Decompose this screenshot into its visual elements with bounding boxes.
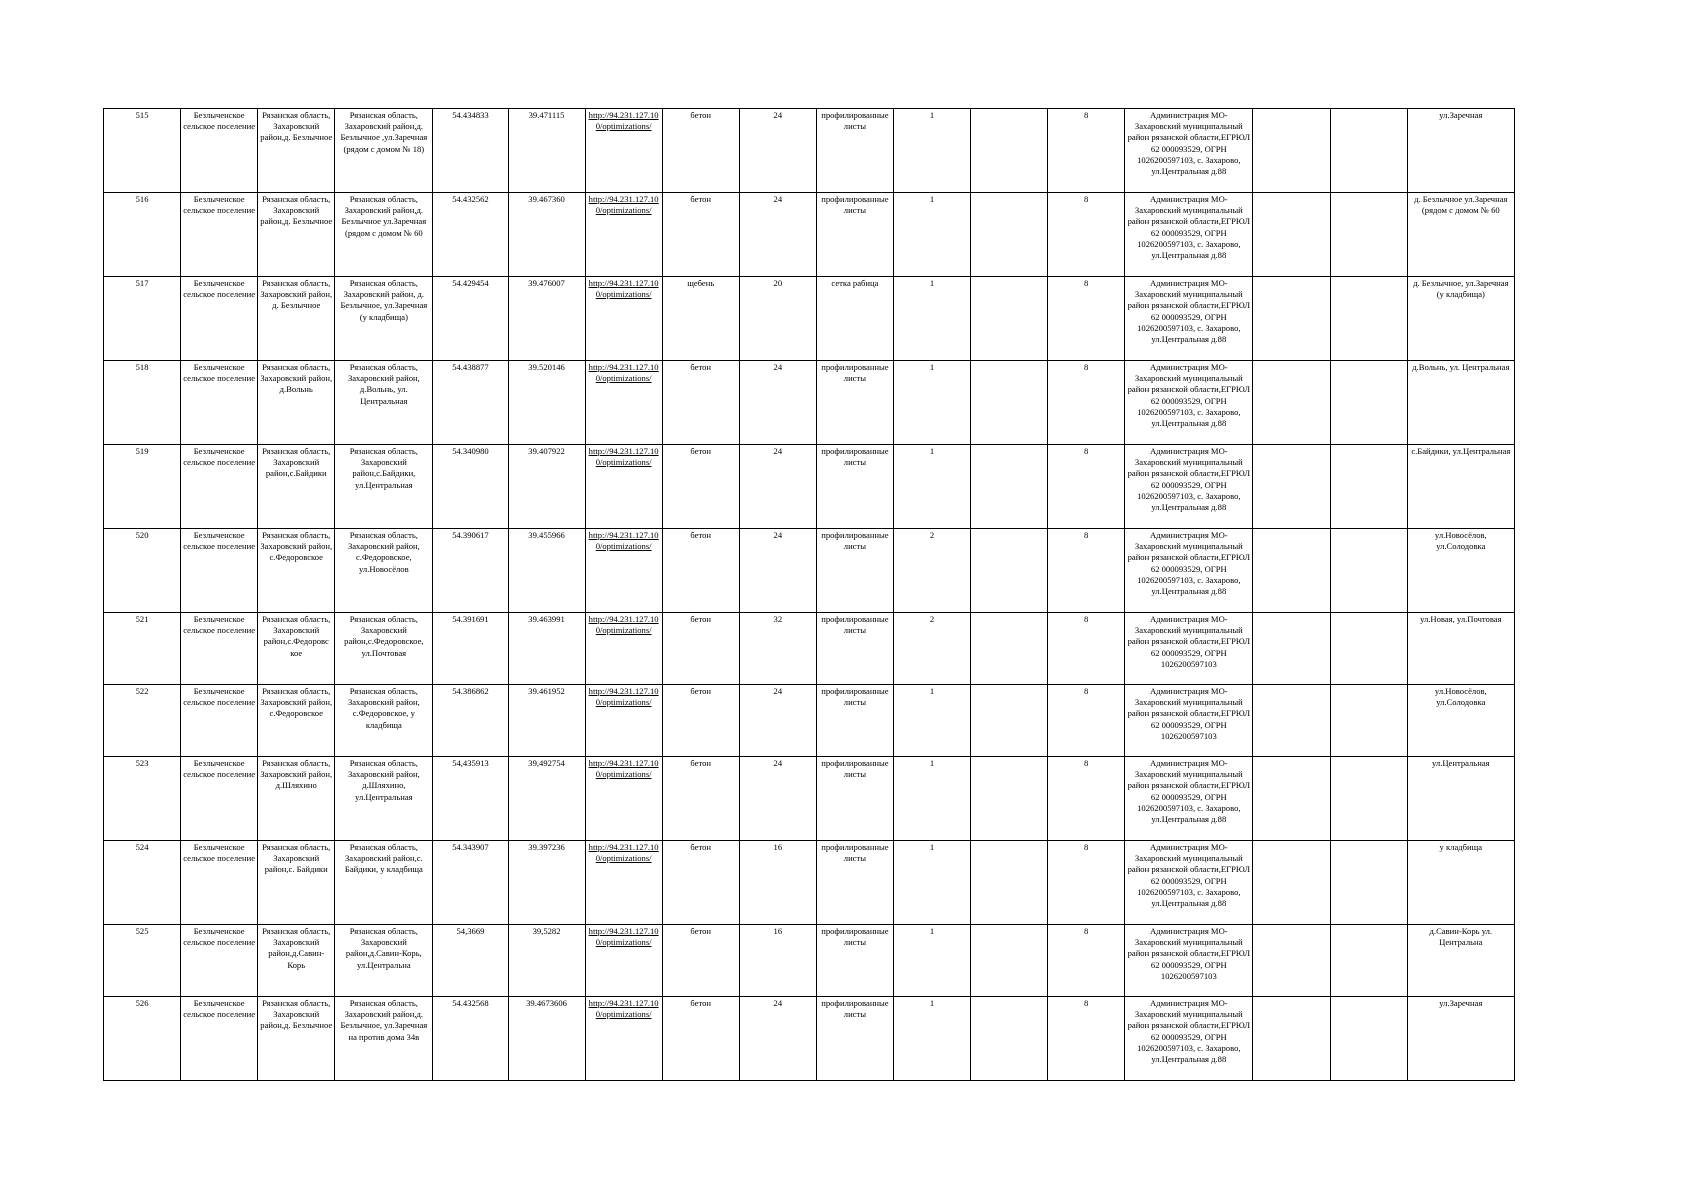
table-row: [104, 841, 1515, 925]
row-number-cell: 518: [104, 361, 181, 445]
empty-cell: [971, 277, 1048, 361]
empty-cell: [1330, 277, 1407, 361]
map-link[interactable]: http://94.231.127.10 0/optimizations/: [585, 685, 662, 757]
address-cell: Рязанская область, Захаровский район,д.Савин-Корь: [258, 925, 335, 997]
empty-cell: [971, 361, 1048, 445]
waste-source-cell: ул.Новая, ул.Почтовая: [1407, 613, 1514, 685]
longitude-cell: 39.467360: [508, 193, 585, 277]
surface-cell: бетон: [662, 193, 739, 277]
surface-cell: бетон: [662, 529, 739, 613]
address-cell: Рязанская область, Захаровский район, д. Безлычное: [258, 277, 335, 361]
waste-source-cell: д. Безлычное ул.Заречная (рядом с домом № 60: [1407, 193, 1514, 277]
table-row: [104, 529, 1515, 613]
area-cell: 24: [739, 757, 816, 841]
waste-source-cell: ул.Заречная: [1407, 109, 1514, 193]
latitude-cell: 54,435913: [433, 757, 508, 841]
volume-cell: 8: [1048, 445, 1125, 529]
address-cell: Рязанская область, Захаровский район, д.Вольнь: [258, 361, 335, 445]
table-row: [104, 109, 1515, 193]
longitude-cell: 39,5282: [508, 925, 585, 997]
owner-cell: Администрация МО-Захаровский муниципальный район рязанской области,ЕГРЮЛ 62 000093529, ОГРН 1026200597103, с. Захарово, ул.Центральная д.88: [1125, 841, 1253, 925]
settlement-cell: Безлыченское сельское поселение: [181, 757, 258, 841]
volume-cell: 8: [1048, 109, 1125, 193]
row-number-cell: 521: [104, 613, 181, 685]
location-cell: Рязанская область, Захаровский район,с.Федоровское, ул.Почтовая: [335, 613, 433, 685]
address-cell: Рязанская область, Захаровский район,с.Байдики: [258, 445, 335, 529]
longitude-cell: 39.407922: [508, 445, 585, 529]
area-cell: 24: [739, 361, 816, 445]
volume-cell: 8: [1048, 841, 1125, 925]
row-number-cell: 526: [104, 997, 181, 1081]
longitude-cell: 39.4673606: [508, 997, 585, 1081]
containers-cell: 1: [893, 109, 970, 193]
waste-source-cell: с.Байдики, ул.Центральная: [1407, 445, 1514, 529]
row-number-cell: 523: [104, 757, 181, 841]
map-link[interactable]: http://94.231.127.10 0/optimizations/: [585, 529, 662, 613]
table-row: [104, 445, 1515, 529]
owner-cell: Администрация МО-Захаровский муниципальный район рязанской области,ЕГРЮЛ 62 000093529, ОГРН 1026200597103, с. Захарово, ул.Центральная д.88: [1125, 361, 1253, 445]
area-cell: 20: [739, 277, 816, 361]
area-cell: 32: [739, 613, 816, 685]
table-row: [104, 685, 1515, 757]
settlement-cell: Безлыченское сельское поселение: [181, 997, 258, 1081]
longitude-cell: 39.461952: [508, 685, 585, 757]
volume-cell: 8: [1048, 361, 1125, 445]
empty-cell: [1253, 685, 1330, 757]
row-number-cell: 516: [104, 193, 181, 277]
map-link[interactable]: http://94.231.127.10 0/optimizations/: [585, 925, 662, 997]
empty-cell: [1253, 361, 1330, 445]
empty-cell: [1330, 925, 1407, 997]
volume-cell: 8: [1048, 685, 1125, 757]
latitude-cell: 54.429454: [433, 277, 508, 361]
empty-cell: [1330, 841, 1407, 925]
empty-cell: [1330, 445, 1407, 529]
fence-cell: профилированные листы: [816, 757, 893, 841]
empty-cell: [1330, 193, 1407, 277]
empty-cell: [1253, 997, 1330, 1081]
waste-source-cell: д.Савин-Корь ул. Центральна: [1407, 925, 1514, 997]
surface-cell: бетон: [662, 445, 739, 529]
location-cell: Рязанская область, Захаровский район,д. Безлычное, ул.Заречная на против дома 34в: [335, 997, 433, 1081]
surface-cell: бетон: [662, 841, 739, 925]
fence-cell: профилированные листы: [816, 925, 893, 997]
surface-cell: бетон: [662, 757, 739, 841]
area-cell: 24: [739, 193, 816, 277]
location-cell: Рязанская область, Захаровский район,д. Безлычное ул.Заречная (рядом с домом № 60: [335, 193, 433, 277]
containers-cell: 1: [893, 277, 970, 361]
empty-cell: [1330, 757, 1407, 841]
owner-cell: Администрация МО-Захаровский муниципальный район рязанской области,ЕГРЮЛ 62 000093529, ОГРН 1026200597103, с. Захарово, ул.Центральная д.88: [1125, 277, 1253, 361]
fence-cell: профилированные листы: [816, 613, 893, 685]
area-cell: 24: [739, 445, 816, 529]
empty-cell: [1253, 613, 1330, 685]
containers-cell: 1: [893, 445, 970, 529]
empty-cell: [971, 193, 1048, 277]
volume-cell: 8: [1048, 193, 1125, 277]
address-cell: Рязанская область, Захаровский район,д. Безлычное: [258, 109, 335, 193]
location-cell: Рязанская область, Захаровский район,с. Байдики, у кладбища: [335, 841, 433, 925]
address-cell: Рязанская область, Захаровский район, с.Федоровское: [258, 685, 335, 757]
settlement-cell: Безлыченское сельское поселение: [181, 613, 258, 685]
table-row: [104, 193, 1515, 277]
location-cell: Рязанская область, Захаровский район,д.Савин-Корь, ул.Центральна: [335, 925, 433, 997]
volume-cell: 8: [1048, 277, 1125, 361]
waste-source-cell: д. Безлычное, ул.Заречная (у кладбища): [1407, 277, 1514, 361]
containers-cell: 2: [893, 529, 970, 613]
owner-cell: Администрация МО-Захаровский муниципальный район рязанской области,ЕГРЮЛ 62 000093529, ОГРН 1026200597103: [1125, 685, 1253, 757]
map-link[interactable]: http://94.231.127.10 0/optimizations/: [585, 193, 662, 277]
map-link[interactable]: http://94.231.127.10 0/optimizations/: [585, 361, 662, 445]
table-row: [104, 925, 1515, 997]
settlement-cell: Безлыченское сельское поселение: [181, 277, 258, 361]
empty-cell: [1330, 685, 1407, 757]
longitude-cell: 39.520146: [508, 361, 585, 445]
surface-cell: щебень: [662, 277, 739, 361]
empty-cell: [971, 925, 1048, 997]
latitude-cell: 54.432562: [433, 193, 508, 277]
settlement-cell: Безлыченское сельское поселение: [181, 361, 258, 445]
empty-cell: [1253, 841, 1330, 925]
longitude-cell: 39.455966: [508, 529, 585, 613]
empty-cell: [1330, 109, 1407, 193]
map-link[interactable]: http://94.231.127.10 0/optimizations/: [585, 445, 662, 529]
latitude-cell: 54.432568: [433, 997, 508, 1081]
settlement-cell: Безлыченское сельское поселение: [181, 529, 258, 613]
owner-cell: Администрация МО-Захаровский муниципальный район рязанской области,ЕГРЮЛ 62 000093529, ОГРН 1026200597103, с. Захарово, ул.Центральная д.88: [1125, 445, 1253, 529]
settlement-cell: Безлыченское сельское поселение: [181, 109, 258, 193]
map-link[interactable]: http://94.231.127.10 0/optimizations/: [585, 613, 662, 685]
latitude-cell: 54.390617: [433, 529, 508, 613]
location-cell: Рязанская область, Захаровский район,д. Безлычное ,ул.Заречная (рядом с домом № 18): [335, 109, 433, 193]
empty-cell: [971, 757, 1048, 841]
settlement-cell: Безлыченское сельское поселение: [181, 685, 258, 757]
row-number-cell: 525: [104, 925, 181, 997]
containers-cell: 1: [893, 997, 970, 1081]
longitude-cell: 39,492754: [508, 757, 585, 841]
fence-cell: профилированные листы: [816, 997, 893, 1081]
volume-cell: 8: [1048, 925, 1125, 997]
latitude-cell: 54,3669: [433, 925, 508, 997]
longitude-cell: 39.476007: [508, 277, 585, 361]
waste-source-cell: ул.Новосёлов, ул.Солодовка: [1407, 529, 1514, 613]
empty-cell: [1253, 529, 1330, 613]
fence-cell: профилированные листы: [816, 193, 893, 277]
empty-cell: [1330, 361, 1407, 445]
address-cell: Рязанская область, Захаровский район, с.Федоровское: [258, 529, 335, 613]
empty-cell: [971, 841, 1048, 925]
containers-cell: 1: [893, 925, 970, 997]
area-cell: 24: [739, 109, 816, 193]
fence-cell: профилированные листы: [816, 361, 893, 445]
map-link[interactable]: http://94.231.127.10 0/optimizations/: [585, 277, 662, 361]
fence-cell: профилированные листы: [816, 445, 893, 529]
table-row: [104, 277, 1515, 361]
latitude-cell: 54.434833: [433, 109, 508, 193]
fence-cell: профилированные листы: [816, 109, 893, 193]
volume-cell: 8: [1048, 529, 1125, 613]
settlement-cell: Безлыченское сельское поселение: [181, 193, 258, 277]
table-row: [104, 361, 1515, 445]
row-number-cell: 520: [104, 529, 181, 613]
address-cell: Рязанская область, Захаровский район, д.Шляхино: [258, 757, 335, 841]
row-number-cell: 522: [104, 685, 181, 757]
empty-cell: [1330, 529, 1407, 613]
surface-cell: бетон: [662, 925, 739, 997]
address-cell: Рязанская область, Захаровский район,с. Байдики: [258, 841, 335, 925]
map-link[interactable]: http://94.231.127.10 0/optimizations/: [585, 109, 662, 193]
row-number-cell: 524: [104, 841, 181, 925]
address-cell: Рязанская область, Захаровский район,с.Федоровс кое: [258, 613, 335, 685]
containers-cell: 1: [893, 757, 970, 841]
owner-cell: Администрация МО-Захаровский муниципальный район рязанской области,ЕГРЮЛ 62 000093529, ОГРН 1026200597103, с. Захарово, ул.Центральная д.88: [1125, 997, 1253, 1081]
empty-cell: [1253, 109, 1330, 193]
location-cell: Рязанская область, Захаровский район, с.Федоровское, ул.Новосёлов: [335, 529, 433, 613]
row-number-cell: 517: [104, 277, 181, 361]
latitude-cell: 54.386862: [433, 685, 508, 757]
area-cell: 16: [739, 925, 816, 997]
fence-cell: профилированные листы: [816, 841, 893, 925]
location-cell: Рязанская область, Захаровский район,с.Байдики, ул.Центральная: [335, 445, 433, 529]
table-row: [104, 757, 1515, 841]
area-cell: 24: [739, 685, 816, 757]
longitude-cell: 39.471115: [508, 109, 585, 193]
containers-cell: 1: [893, 361, 970, 445]
area-cell: 24: [739, 997, 816, 1081]
fence-cell: сетка рабица: [816, 277, 893, 361]
owner-cell: Администрация МО-Захаровский муниципальный район рязанской области,ЕГРЮЛ 62 000093529, ОГРН 1026200597103, с. Захарово, ул.Центральная д.88: [1125, 529, 1253, 613]
table-row: [104, 997, 1515, 1081]
empty-cell: [971, 529, 1048, 613]
empty-cell: [1330, 997, 1407, 1081]
map-link[interactable]: http://94.231.127.10 0/optimizations/: [585, 997, 662, 1081]
waste-source-cell: ул.Заречная: [1407, 997, 1514, 1081]
settlement-cell: Безлыченское сельское поселение: [181, 925, 258, 997]
surface-cell: бетон: [662, 613, 739, 685]
empty-cell: [1253, 925, 1330, 997]
surface-cell: бетон: [662, 361, 739, 445]
fence-cell: профилированные листы: [816, 529, 893, 613]
table-row: [104, 613, 1515, 685]
surface-cell: бетон: [662, 109, 739, 193]
address-cell: Рязанская область, Захаровский район,д. Безлычное: [258, 997, 335, 1081]
containers-cell: 1: [893, 193, 970, 277]
row-number-cell: 519: [104, 445, 181, 529]
empty-cell: [1253, 277, 1330, 361]
surface-cell: бетон: [662, 685, 739, 757]
registry-table: [103, 108, 1515, 1081]
longitude-cell: 39.463991: [508, 613, 585, 685]
empty-cell: [971, 997, 1048, 1081]
longitude-cell: 39.397236: [508, 841, 585, 925]
waste-source-cell: ул.Новосёлов, ул.Солодовка: [1407, 685, 1514, 757]
surface-cell: бетон: [662, 997, 739, 1081]
address-cell: Рязанская область, Захаровский район,д. Безлычное: [258, 193, 335, 277]
containers-cell: 1: [893, 841, 970, 925]
volume-cell: 8: [1048, 757, 1125, 841]
waste-source-cell: у кладбища: [1407, 841, 1514, 925]
containers-cell: 2: [893, 613, 970, 685]
owner-cell: Администрация МО-Захаровский муниципальный район рязанской области,ЕГРЮЛ 62 000093529, ОГРН 1026200597103, с. Захарово, ул.Центральная д.88: [1125, 193, 1253, 277]
owner-cell: Администрация МО-Захаровский муниципальный район рязанской области,ЕГРЮЛ 62 000093529, ОГРН 1026200597103: [1125, 613, 1253, 685]
volume-cell: 8: [1048, 997, 1125, 1081]
area-cell: 16: [739, 841, 816, 925]
waste-source-cell: д.Вольнь, ул. Центральная: [1407, 361, 1514, 445]
location-cell: Рязанская область, Захаровский район, д. Безлычное, ул.Заречная (у кладбища): [335, 277, 433, 361]
empty-cell: [1253, 445, 1330, 529]
owner-cell: Администрация МО-Захаровский муниципальный район рязанской области,ЕГРЮЛ 62 000093529, ОГРН 1026200597103: [1125, 925, 1253, 997]
latitude-cell: 54.438877: [433, 361, 508, 445]
row-number-cell: 515: [104, 109, 181, 193]
settlement-cell: Безлыченское сельское поселение: [181, 445, 258, 529]
latitude-cell: 54.391691: [433, 613, 508, 685]
empty-cell: [971, 613, 1048, 685]
volume-cell: 8: [1048, 613, 1125, 685]
location-cell: Рязанская область, Захаровский район, д.Вольнь, ул. Центральная: [335, 361, 433, 445]
map-link[interactable]: http://94.231.127.10 0/optimizations/: [585, 841, 662, 925]
waste-source-cell: ул.Центральная: [1407, 757, 1514, 841]
empty-cell: [971, 109, 1048, 193]
empty-cell: [971, 445, 1048, 529]
latitude-cell: 54.343907: [433, 841, 508, 925]
empty-cell: [1253, 757, 1330, 841]
location-cell: Рязанская область, Захаровский район, д.Шляхино, ул.Центральная: [335, 757, 433, 841]
location-cell: Рязанская область, Захаровский район, с.Федоровское, у кладбища: [335, 685, 433, 757]
empty-cell: [971, 685, 1048, 757]
settlement-cell: Безлыченское сельское поселение: [181, 841, 258, 925]
empty-cell: [1330, 613, 1407, 685]
empty-cell: [1253, 193, 1330, 277]
fence-cell: профилированные листы: [816, 685, 893, 757]
owner-cell: Администрация МО-Захаровский муниципальный район рязанской области,ЕГРЮЛ 62 000093529, ОГРН 1026200597103, с. Захарово, ул.Центральная д.88: [1125, 757, 1253, 841]
containers-cell: 1: [893, 685, 970, 757]
area-cell: 24: [739, 529, 816, 613]
owner-cell: Администрация МО-Захаровский муниципальный район рязанской области,ЕГРЮЛ 62 000093529, ОГРН 1026200597103, с. Захарово, ул.Центральная д.88: [1125, 109, 1253, 193]
map-link[interactable]: http://94.231.127.10 0/optimizations/: [585, 757, 662, 841]
latitude-cell: 54.340980: [433, 445, 508, 529]
